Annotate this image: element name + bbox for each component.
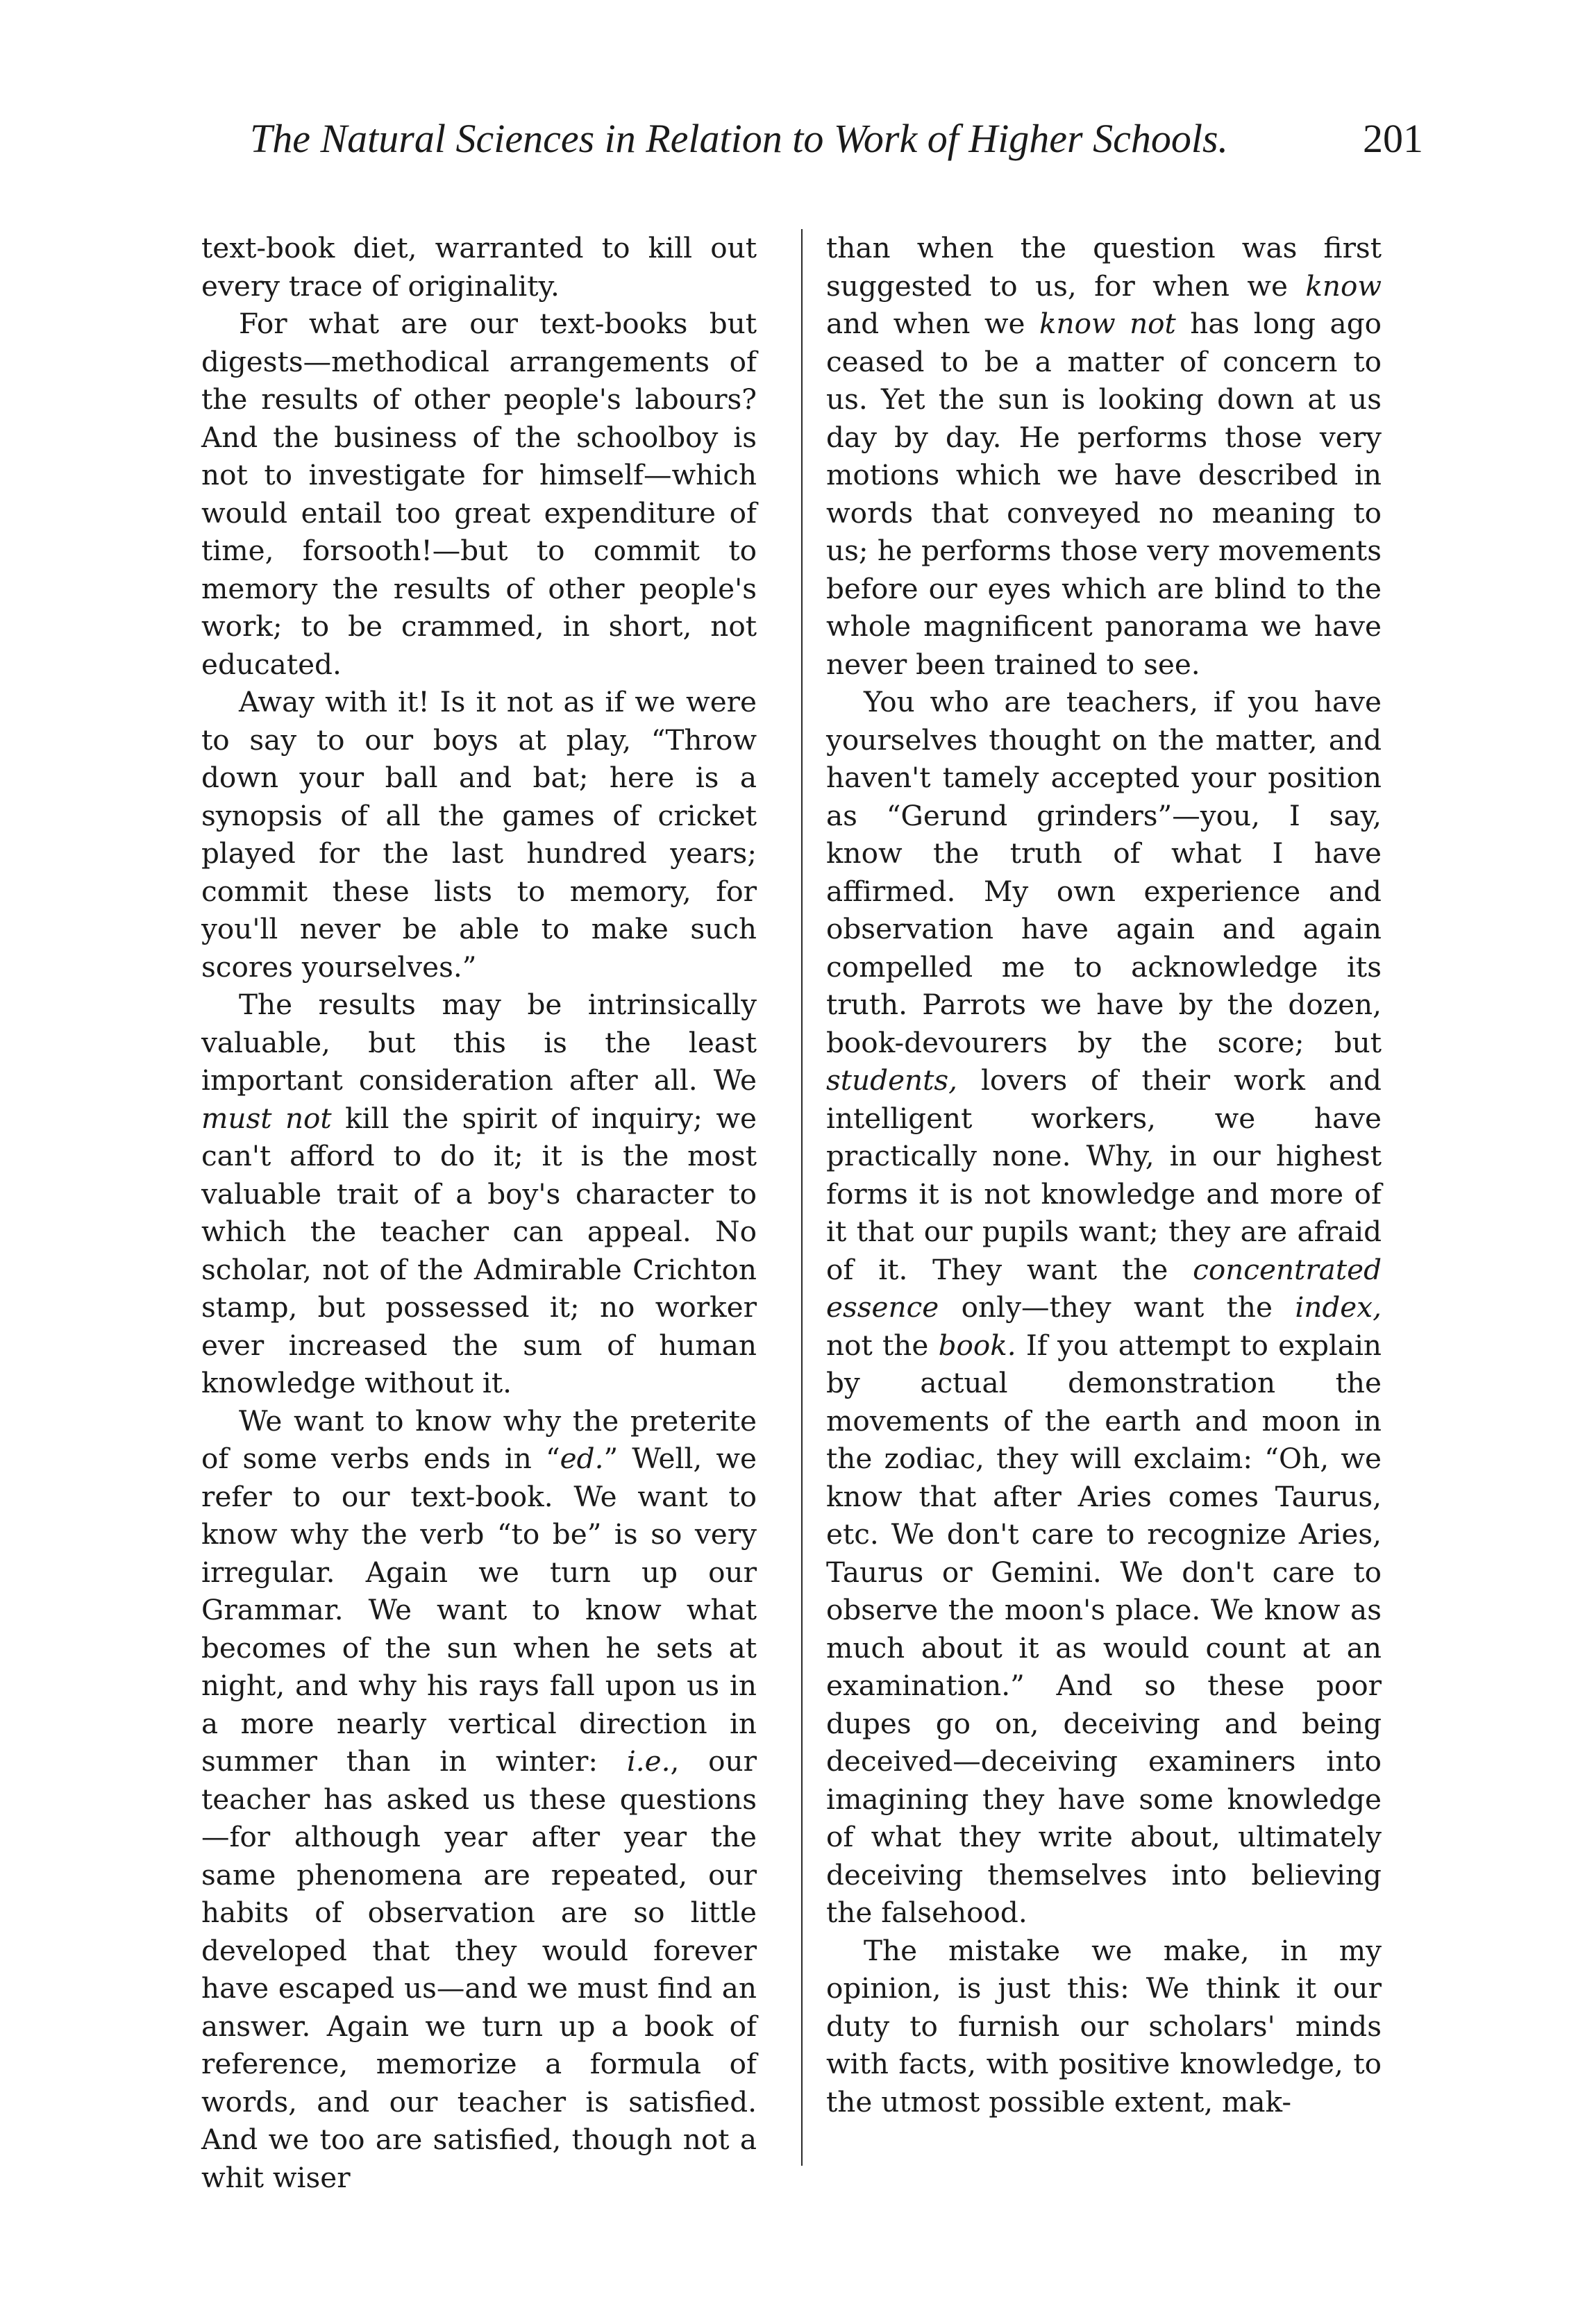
running-head-title: The Natural Sciences in Relation to Work of Higher Schools. bbox=[250, 116, 1229, 161]
column-divider bbox=[801, 229, 803, 2166]
paragraph bbox=[201, 1402, 757, 2197]
text-run: not the bbox=[826, 1328, 939, 1362]
emphasis: book. bbox=[938, 1328, 1016, 1362]
text-run: kill the spirit of inquiry; we can't afford to do it; it is the most valuable trait of a boy's character to which the teacher can appeal. No scholar, not of the Admirable Crichton stamp, but possessed it; no worker ever increased the sum of human knowledge without it. bbox=[201, 1101, 757, 1399]
emphasis: i.e. bbox=[626, 1744, 671, 1778]
paragraph: The mistake we make, in my opinion, is just this: We think it our duty to furnish our scholars' minds with facts, with positive knowledge, to the utmost possible extent, mak- bbox=[826, 1933, 1382, 2119]
paragraph: Away with it! Is it not as if we were to say to our boys at play, “Throw down your ball and bat; here is a synopsis of all the games of cricket played for the last hundred years; commit these lists to memory, for you'll never be able to make such scores yourselves.” bbox=[201, 685, 757, 984]
paragraph: For what are our text-books but digests—methodical arrangements of the results of other people's labours? And the business of the schoolboy is not to investigate for himself—which would entail too great expenditure of time, forsooth!—but to commit to memory the results of other people's work; to be crammed, in short, not educated. bbox=[201, 307, 757, 681]
right-column bbox=[826, 229, 1382, 2121]
left-column bbox=[201, 229, 757, 2196]
emphasis: ed. bbox=[560, 1442, 604, 1475]
text-run: only—they want the bbox=[939, 1290, 1295, 1324]
paragraph bbox=[826, 683, 1382, 1932]
emphasis: know not bbox=[1039, 307, 1176, 340]
emphasis: must not bbox=[201, 1101, 332, 1135]
text-run: If you attempt to explain by actual demonstration the movements of the earth and moon in the zodiac, they will exclaim: “Oh, we know that after Aries comes Taurus, etc. We don't care to recognize Aries, Taurus or Gemini. We don't care to observe the moon's place. We know as much about it as would count at an examination.” And so these poor dupes go on, deceiving and being deceived—deceiving examiners into imagining they have some knowledge of what they write about, ultimately deceiving themselves into believing the falsehood. bbox=[826, 1328, 1382, 1929]
text-run: We want to know why the preterite of some verbs ends in “ bbox=[201, 1404, 757, 1475]
text-run: than when the question was first suggested to us, for when we bbox=[826, 231, 1382, 303]
emphasis: index, bbox=[1295, 1290, 1382, 1324]
text-run: lovers of their work and intelligent workers, we have practically none. Why, in our highest forms it is not knowledge and more of it that our pupils want; they are afraid of it. They want the bbox=[826, 1063, 1382, 1286]
text-run: has long ago ceased to be a matter of concern to us. Yet the sun is looking down at us day by day. He performs those very motions which we have described in words that conveyed no meaning to us; he performs those very movements before our eyes which are blind to the whole magnificent panorama we have never been trained to see. bbox=[826, 307, 1382, 681]
emphasis: students, bbox=[826, 1063, 958, 1097]
emphasis: concentrated essence bbox=[826, 1252, 1382, 1324]
text-run: The results may be intrinsically valuable, but this is the least important consideration after all. We bbox=[201, 988, 757, 1097]
running-head bbox=[250, 111, 1423, 167]
paragraph bbox=[826, 229, 1382, 683]
paragraph bbox=[201, 986, 757, 1402]
text-run: You who are teachers, if you have yourselves thought on the matter, and haven't tamely accepted your position as “Gerund grinders”—you, I say, know the truth of what I have affirmed. My own experience and observation have again and again compelled me to acknowledge its truth. Parrots we have by the dozen, book-devourers by the score; but bbox=[826, 685, 1382, 1059]
page-number: 201 bbox=[1363, 116, 1423, 161]
emphasis: know bbox=[1305, 269, 1382, 303]
text-run: ” Well, we refer to our text-book. We want to know why the verb “to be” is so very irregular. Again we turn up our Grammar. We want to know what becomes of the sun when he sets at night, and why his rays fall upon us in a more nearly vertical direction in summer than in winter: bbox=[201, 1442, 757, 1778]
text-run: , our teacher has asked us these questions—for although year after year the same phenomena are repeated, our habits of observation are so little developed that they would forever have escaped us—and we must find an answer. Again we turn up a book of reference, memorize a formula of words, and our teacher is satisfied. And we too are satisfied, though not a whit wiser bbox=[201, 1744, 757, 2194]
paragraph: text-book diet, warranted to kill out every trace of originality. bbox=[201, 231, 757, 303]
text-run: and when we bbox=[826, 307, 1039, 340]
